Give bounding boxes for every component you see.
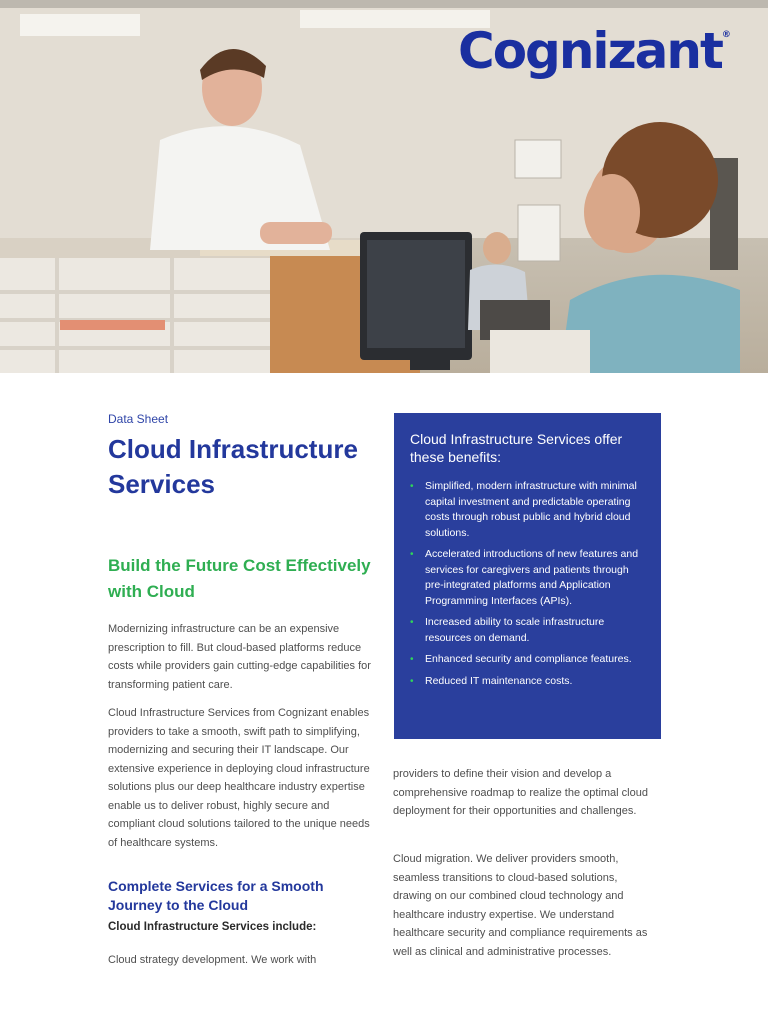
- page-title: Cloud Infrastructure Services: [108, 434, 358, 499]
- overview-paragraph: Cloud Infrastructure Services from Cognizant enables providers to take a smooth, swift path to simplifying, modernizing and securing their IT landscape. Our extensive experience in deploying cloud infrastructure solutions plus our deep healthcare industry expertise enable us to deliver robust, highly secure and compliant cloud solutions tailored to the unique needs of healthcare systems.: [108, 707, 370, 849]
- hero-photo: [0, 0, 768, 373]
- bullet-icon: •: [410, 549, 414, 560]
- benefit-item: [410, 615, 650, 646]
- migration-paragraph: Cloud migration. We deliver providers smooth, seamless transitions to cloud-based solutions, drawing on our combined cloud technology and healthcare industry expertise. We understand healthcare security and compliance requirements as well as clinical and administrative processes.: [393, 853, 648, 958]
- bullet-icon: •: [410, 654, 414, 665]
- section-subheading: Cloud Infrastructure Services include:: [108, 921, 317, 933]
- bullet-icon: •: [410, 481, 414, 492]
- benefit-item: [410, 674, 650, 690]
- document-type-label: Data Sheet: [108, 412, 169, 426]
- bullet-icon: •: [410, 617, 414, 628]
- bullet-icon: •: [410, 675, 414, 687]
- benefit-item: [410, 547, 650, 609]
- section-heading: Complete Services for a Smooth Journey to the Cloud: [108, 878, 324, 913]
- benefits-box: [394, 413, 661, 739]
- strategy-paragraph-start: Cloud strategy development. We work with: [108, 954, 317, 966]
- benefits-list: [410, 479, 650, 695]
- benefit-item: [410, 479, 650, 541]
- benefits-title: Cloud Infrastructure Services offer these benefits:: [410, 431, 623, 465]
- cognizant-logo: [458, 22, 731, 80]
- registered-mark: ®: [721, 30, 731, 40]
- page-subtitle: Build the Future Cost Effectively with Cloud: [108, 556, 371, 601]
- benefit-text: Simplified, modern infrastructure with minimal capital investment and predictable operating costs through robust public and hybrid cloud solutions.: [425, 480, 637, 539]
- benefit-text: Accelerated introductions of new features and services for caregivers and patients through pre-integrated platforms and Application Programming Interfaces (APIs).: [425, 548, 639, 607]
- benefit-item: [410, 652, 650, 668]
- logo-text: Cognizant: [458, 22, 722, 80]
- intro-paragraph: Modernizing infrastructure can be an expensive prescription to fill. But cloud-based platforms reduce costs while providers gain cutting-edge capabilities for transforming patient care.: [108, 623, 371, 691]
- benefit-text: Reduced IT maintenance costs.: [425, 674, 573, 687]
- benefit-text: Increased ability to scale infrastructure resources on demand.: [425, 616, 605, 644]
- strategy-paragraph-continued: providers to define their vision and develop a comprehensive roadmap to realize the optimal cloud deployment for their opportunities and challenges.: [393, 768, 648, 817]
- benefit-text: Enhanced security and compliance features.: [425, 653, 632, 665]
